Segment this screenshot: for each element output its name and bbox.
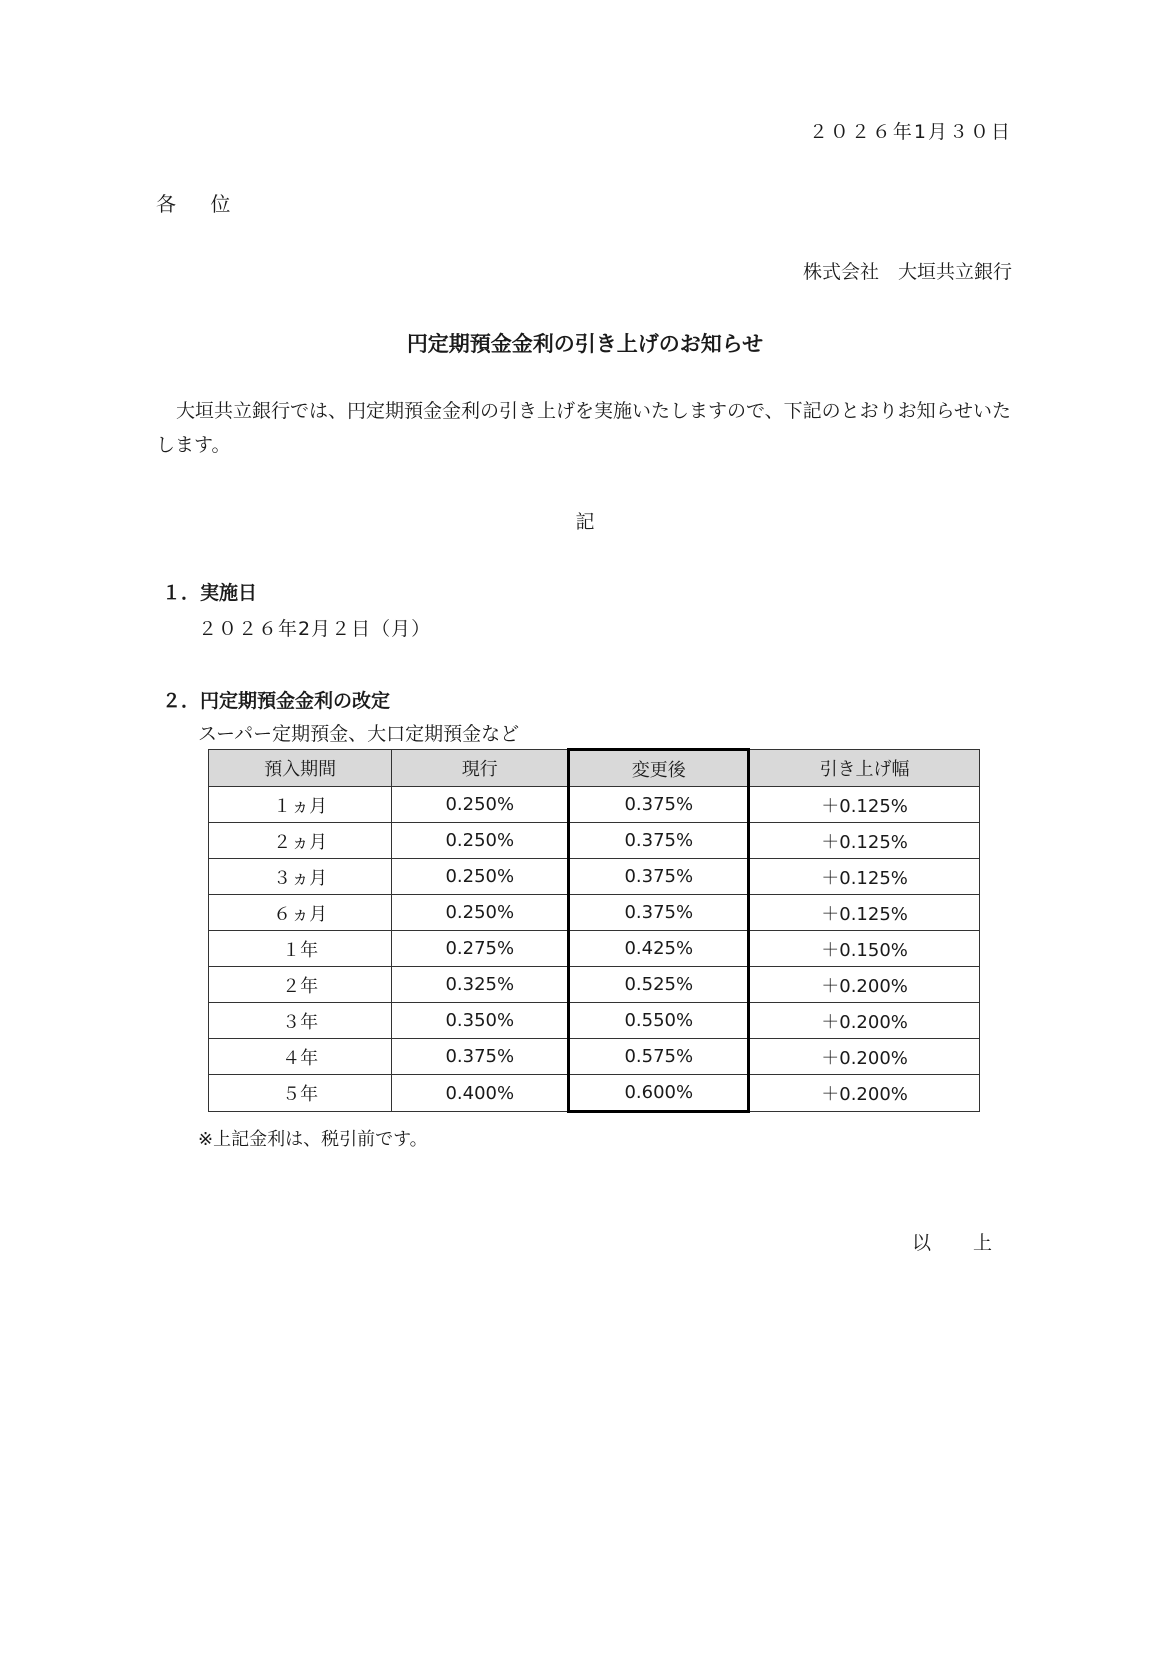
new-rate-cell: 0.425% (569, 931, 749, 967)
new-rate-cell: 0.375% (569, 823, 749, 859)
header-term: 預入期間 (209, 750, 392, 787)
term-cell: ３年 (209, 1003, 392, 1039)
sender-name: 株式会社 大垣共立銀行 (802, 261, 1012, 283)
term-cell: ６ヵ月 (209, 895, 392, 931)
intro-paragraph: 大垣共立銀行では、円定期預金金利の引き上げを実施いたしますので、下記のとおりお知らせいたします。 (156, 400, 1012, 456)
header-current: 現行 (392, 750, 569, 787)
current-rate-cell: 0.400% (392, 1075, 569, 1112)
term-cell: ３ヵ月 (209, 859, 392, 895)
effective-date: ２０２６年2月２日（月） (198, 618, 432, 640)
table-row (209, 1003, 980, 1039)
current-rate-cell: 0.250% (392, 895, 569, 931)
increase-cell: ＋0.200% (749, 1075, 980, 1112)
header-new: 変更後 (569, 750, 749, 787)
new-rate-cell: 0.550% (569, 1003, 749, 1039)
current-rate-cell: 0.325% (392, 967, 569, 1003)
tax-note: ※上記金利は、税引前です。 (198, 1129, 428, 1150)
current-rate-cell: 0.350% (392, 1003, 569, 1039)
increase-cell: ＋0.125% (749, 895, 980, 931)
table-row (209, 1039, 980, 1075)
new-rate-cell: 0.525% (569, 967, 749, 1003)
increase-cell: ＋0.200% (749, 1039, 980, 1075)
current-rate-cell: 0.250% (392, 823, 569, 859)
rate-table (208, 748, 980, 1113)
issue-date: ２０２６年1月３０日 (808, 121, 1012, 143)
section1-heading: １．実施日 (162, 582, 258, 604)
increase-cell: ＋0.125% (749, 823, 980, 859)
term-cell: ４年 (209, 1039, 392, 1075)
table-header-row (209, 750, 980, 787)
term-cell: ５年 (209, 1075, 392, 1112)
table-row (209, 967, 980, 1003)
term-cell: １ヵ月 (209, 787, 392, 823)
new-rate-cell: 0.375% (569, 787, 749, 823)
new-rate-cell: 0.575% (569, 1039, 749, 1075)
new-rate-cell: 0.600% (569, 1075, 749, 1112)
increase-cell: ＋0.125% (749, 787, 980, 823)
table-row (209, 895, 980, 931)
table-row (209, 787, 980, 823)
table-row (209, 931, 980, 967)
term-cell: ２年 (209, 967, 392, 1003)
current-rate-cell: 0.250% (392, 787, 569, 823)
increase-cell: ＋0.200% (749, 967, 980, 1003)
current-rate-cell: 0.375% (392, 1039, 569, 1075)
table-row (209, 1075, 980, 1112)
product-subtitle: スーパー定期預金、大口定期預金など (198, 723, 520, 745)
ki-mark: 記 (575, 511, 595, 533)
current-rate-cell: 0.275% (392, 931, 569, 967)
term-cell: １年 (209, 931, 392, 967)
document-title: 円定期預金金利の引き上げのお知らせ (406, 332, 764, 356)
table-row (209, 859, 980, 895)
new-rate-cell: 0.375% (569, 859, 749, 895)
term-cell: ２ヵ月 (209, 823, 392, 859)
current-rate-cell: 0.250% (392, 859, 569, 895)
increase-cell: ＋0.125% (749, 859, 980, 895)
addressee: 各 位 (156, 192, 245, 216)
table-row (209, 823, 980, 859)
new-rate-cell: 0.375% (569, 895, 749, 931)
header-increase: 引き上げ幅 (749, 750, 980, 787)
closing-mark: 以 上 (911, 1232, 1010, 1254)
increase-cell: ＋0.150% (749, 931, 980, 967)
increase-cell: ＋0.200% (749, 1003, 980, 1039)
section2-heading: ２．円定期預金金利の改定 (162, 690, 391, 712)
